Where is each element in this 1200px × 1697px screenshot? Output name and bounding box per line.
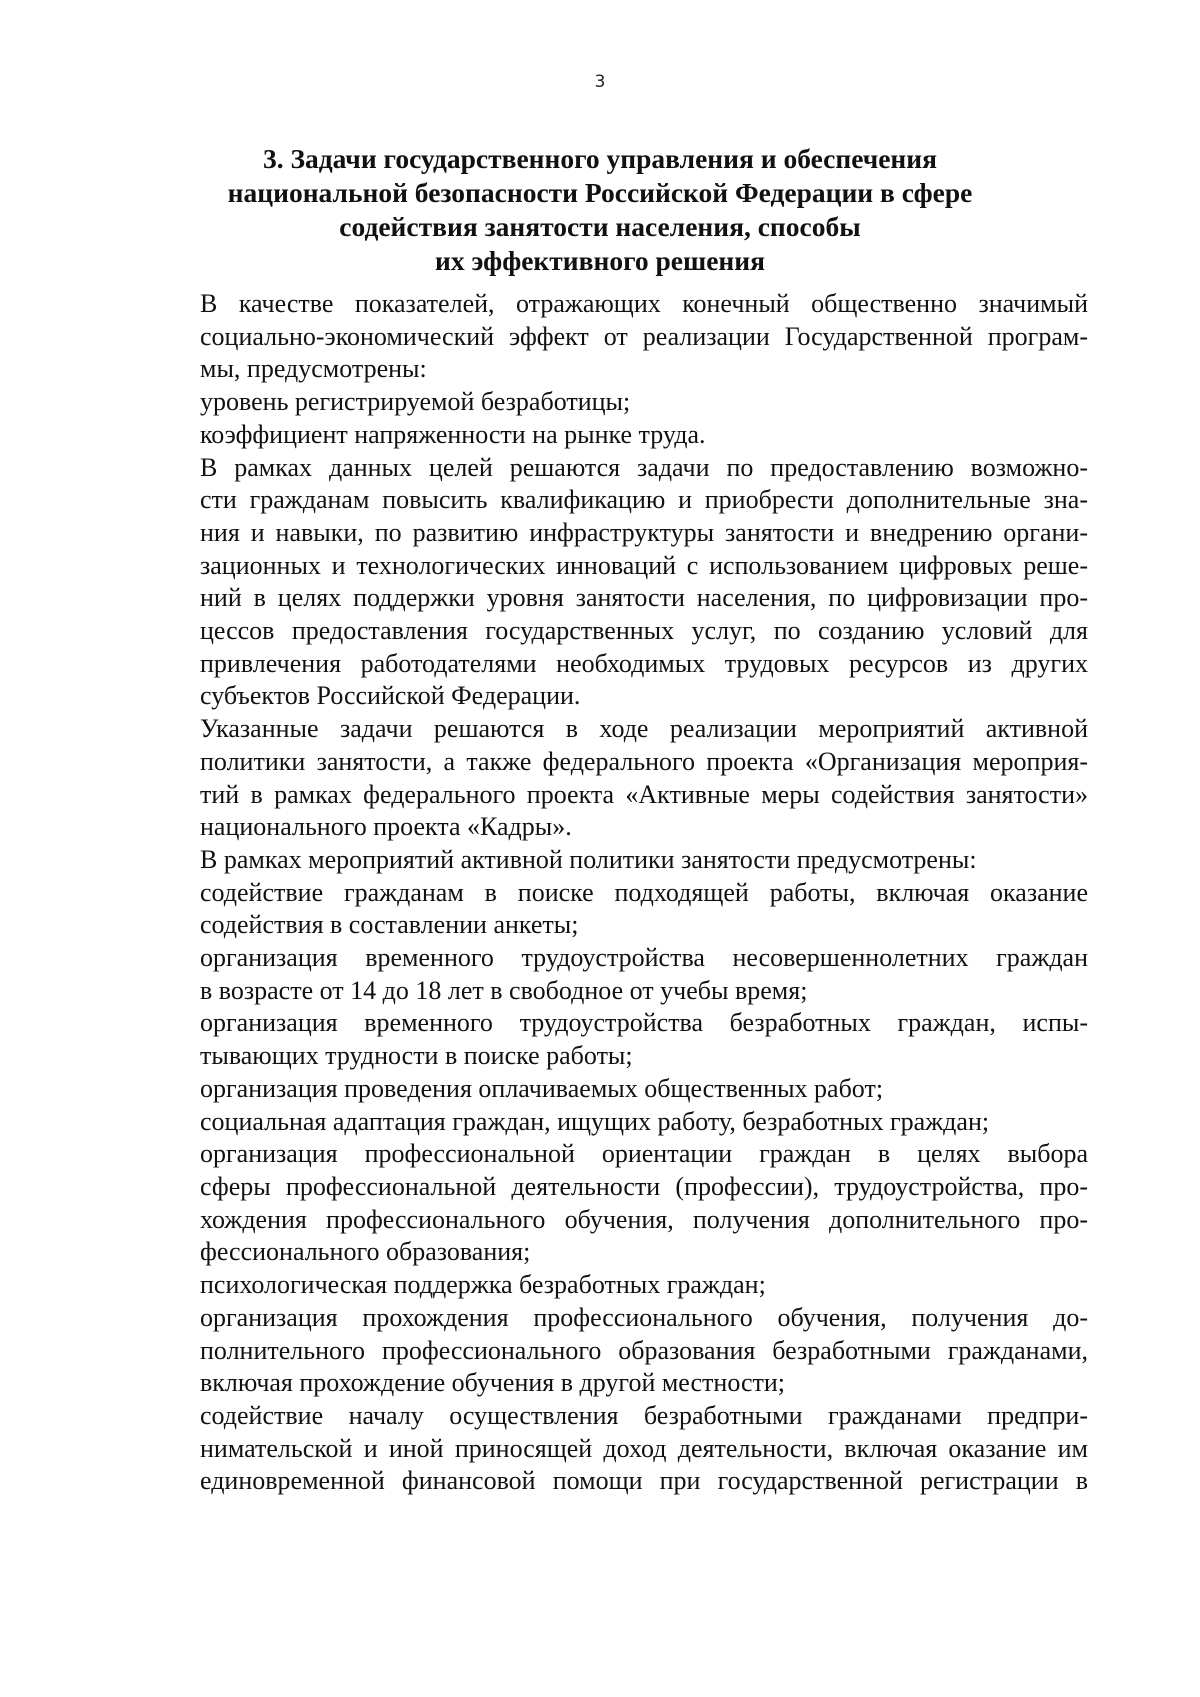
text-line: содействие началу осуществления безработными гражданами предпри-: [200, 1400, 1088, 1430]
text-line: Указанные задачи решаются в ходе реализации мероприятий активной: [200, 714, 1088, 744]
paragraph: [144, 942, 1088, 1007]
text-line: сферы профессиональной деятельности (профессии), трудоустройства, про-: [200, 1171, 1088, 1201]
paragraph: [144, 1073, 1088, 1106]
text-line: организация профессиональной ориентации граждан в целях выбора: [200, 1139, 1088, 1169]
text-line: политики занятости, а также федерального проекта «Организация мероприя-: [200, 746, 1088, 776]
title-line: 3. Задачи государственного управления и обеспечения: [262, 143, 938, 174]
paragraph: [144, 844, 1088, 877]
text-line: нимательской и иной приносящей доход деятельности, включая оказание им: [200, 1433, 1088, 1463]
text-line: ния и навыки, по развитию инфраструктуры занятости и внедрению органи-: [200, 517, 1088, 547]
paragraph: [144, 452, 1088, 714]
text-line: ний в целях поддержки уровня занятости населения, по цифровизации про-: [200, 583, 1088, 613]
paragraph: [144, 877, 1088, 942]
title-line: их эффективного решения: [434, 245, 765, 276]
text-line: мы, предусмотрены:: [200, 354, 427, 384]
text-line: зационных и технологических инноваций с использованием цифровых реше-: [200, 550, 1088, 580]
text-line: социальная адаптация граждан, ищущих работу, безработных граждан;: [200, 1106, 990, 1136]
text-line: хождения профессионального обучения, получения дополнительного про-: [200, 1204, 1088, 1234]
text-line: тий в рамках федерального проекта «Активные меры содействия занятости»: [200, 779, 1088, 809]
text-line: привлечения работодателями необходимых трудовых ресурсов из других: [200, 648, 1088, 678]
text-line: национального проекта «Кадры».: [200, 812, 572, 842]
text-line: организация проведения оплачиваемых общественных работ;: [200, 1073, 884, 1103]
paragraph: [144, 1302, 1088, 1400]
text-line: цессов предоставления государственных услуг, по созданию условий для: [200, 616, 1088, 646]
title-line: содействия занятости населения, способы: [339, 211, 861, 242]
text-line: уровень регистрируемой безработицы;: [200, 387, 631, 417]
paragraph: [144, 419, 1088, 452]
text-line: организация временного трудоустройства несовершеннолетних граждан: [200, 943, 1088, 973]
text-line: социально-экономический эффект от реализации Государственной програм-: [200, 321, 1088, 351]
title-line: национальной безопасности Российской Федерации в сфере: [227, 177, 973, 208]
paragraph: [144, 713, 1088, 844]
page-number: 3: [594, 72, 606, 92]
text-line: организация прохождения профессионального обучения, получения до-: [200, 1302, 1088, 1332]
paragraph: [144, 1138, 1088, 1269]
text-line: коэффициент напряженности на рынке труда.: [200, 419, 706, 449]
text-line: фессионального образования;: [200, 1237, 531, 1267]
paragraph: [144, 386, 1088, 419]
text-line: содействия в составлении анкеты;: [200, 910, 579, 940]
paragraph: [144, 1007, 1088, 1072]
paragraph: [144, 1400, 1088, 1498]
text-line: единовременной финансовой помощи при государственной регистрации в: [200, 1466, 1088, 1496]
text-line: полнительного профессионального образования безработными гражданами,: [200, 1335, 1088, 1365]
text-line: организация временного трудоустройства безработных граждан, испы-: [200, 1008, 1088, 1038]
text-line: в возрасте от 14 до 18 лет в свободное от учебы время;: [200, 975, 808, 1005]
text-line: сти гражданам повысить квалификацию и приобрести дополнительные зна-: [200, 485, 1088, 515]
text-line: содействие гражданам в поиске подходящей работы, включая оказание: [200, 877, 1088, 907]
section-title: [150, 142, 1050, 278]
text-line: субъектов Российской Федерации.: [200, 681, 581, 711]
text-line: тывающих трудности в поиске работы;: [200, 1041, 633, 1071]
text-line: В рамках мероприятий активной политики занятости предусмотрены:: [200, 844, 977, 874]
paragraph: [144, 1269, 1088, 1302]
text-line: включая прохождение обучения в другой местности;: [200, 1368, 785, 1398]
text-line: В качестве показателей, отражающих конечный общественно значимый: [200, 289, 1088, 318]
text-line: психологическая поддержка безработных граждан;: [200, 1270, 766, 1300]
paragraph: [144, 288, 1088, 386]
text-line: В рамках данных целей решаются задачи по предоставлению возможно-: [200, 452, 1088, 482]
document-body: [144, 288, 1088, 1498]
paragraph: [144, 1106, 1088, 1139]
